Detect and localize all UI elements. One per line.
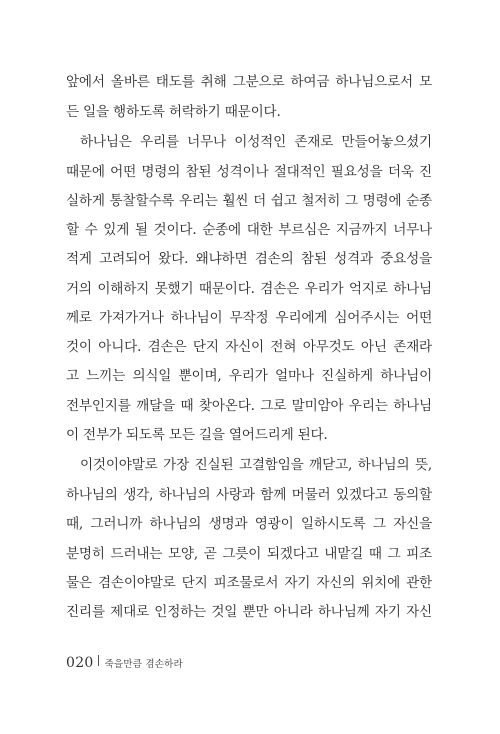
text-line: 이 전부가 되도록 모든 길을 열어드리게 된다. [66, 427, 328, 443]
text-line: 것이 아니다. 겸손은 단지 자신이 전혀 아무것도 아닌 존재라 [66, 339, 432, 355]
text-line: 하나님의 생각, 하나님의 사랑과 함께 머물러 있겠다고 동의할 [66, 487, 432, 503]
text-line: 께로 가져가거나 하나님이 무작정 우리에게 심어주시는 어떤 [66, 310, 432, 326]
text-line: 실하게 통찰할수록 우리는 훨씬 더 쉽고 철저히 그 명령에 순종 [66, 193, 432, 209]
text-line: 전부인지를 깨달을 때 찾아온다. 그로 말미암아 우리는 하나님 [66, 398, 432, 414]
text-line: 적게 고려되어 왔다. 왜냐하면 겸손의 참된 성격과 중요성을 [66, 251, 432, 267]
text-line: 분명히 드러내는 모양, 곧 그릇이 되겠다고 내맡길 때 그 피조 [66, 546, 432, 562]
text-line: 든 일을 행하도록 허락하기 때문이다. [66, 104, 281, 120]
text-line: 이것이야말로 가장 진실된 고결함임을 깨닫고, 하나님의 뜻, [80, 457, 432, 473]
text-line: 물은 겸손이야말로 단지 피조물로서 자기 자신의 위치에 관한 [66, 575, 432, 591]
text-line: 앞에서 올바른 태도를 취해 그분으로 하여금 하나님으로서 모 [66, 74, 432, 90]
text-line: 때문에 어떤 명령의 참된 성격이나 절대적인 필요성을 더욱 진 [66, 164, 432, 180]
text-line: 고 느끼는 의식일 뿐이며, 우리가 얼마나 진실하게 하나님이 [66, 368, 432, 384]
page-number: 020 [66, 655, 94, 671]
footer-divider [98, 655, 99, 666]
text-line: 거의 이해하지 못했기 때문이다. 겸손은 우리가 억지로 하나님 [66, 281, 432, 297]
text-line: 할 수 있게 될 것이다. 순종에 대한 부르심은 지금까지 너무나 [66, 222, 432, 238]
page-footer [66, 653, 183, 673]
text-line: 하나님은 우리를 너무나 이성적인 존재로 만들어놓으셨기 [80, 134, 432, 150]
text-line: 진리를 제대로 인정하는 것일 뿐만 아니라 하나님께 자기 자신 [66, 604, 432, 620]
text-line: 때, 그러니까 하나님의 생명과 영광이 일하시도록 그 자신을 [66, 516, 432, 532]
running-title: 죽을만큼 겸손하라 [104, 659, 183, 670]
